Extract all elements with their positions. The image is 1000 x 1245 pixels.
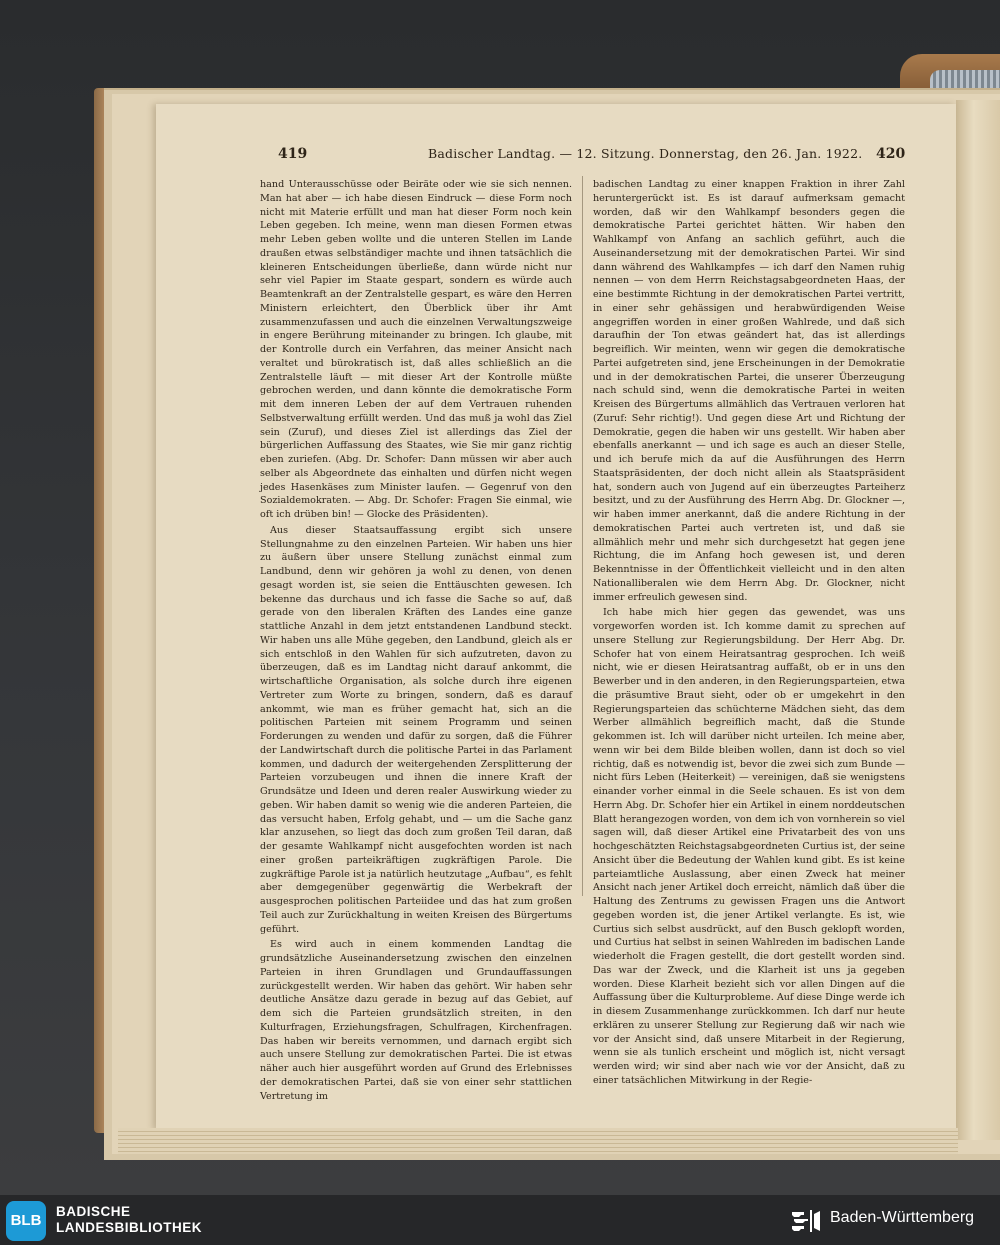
page-edges xyxy=(118,1128,958,1154)
paragraph: badischen Landtag zu einer knappen Fraktion in ihrer Zahl heruntergerückt ist. Es ist darauf aufmerksam gemacht worden, daß wir den Wahlkampf besonders gegen die demokratische Partei gerichtet hätten. Wir haben den Wahlkampf von Anfang an sachlich geführt, auch die Auseinandersetzung mit der demokratischen Partei. Wir sind dann während des Wahlkampfes — ich darf den Namen ruhig nennen — von dem Herrn Reichstagsabgeordneten Haas, der eine bestimmte Richtung in der demokratischen Partei vertritt, in einer sehr gehässigen und herabwürdigenden Weise angegriffen worden in einer großen Wahlrede, und daß sich daraufhin der Ton etwas geändert hat, das ist allerdings begreiflich. Wir meinten, wenn wir gegen die demokratische Partei aufgetreten sind, jene Erscheinungen in der Demokratie und in der demokratischen Partei, die unserer Überzeugung nach schuld sind, wenn die demokratische Partei in weiten Kreisen des Bürgertums allmählich das Vertrauen verloren hat (Zuruf: Sehr richtig!). Und gegen diese Art und Richtung der Demokratie, gegen die haben wir uns gestellt. Wir haben aber ebenfalls anerkannt — und ich sage es auch an dieser Stelle, und ich berufe mich da auf die Ausführungen des Herrn Staatspräsidenten, der doch nicht allein als Staatspräsident hat, sondern auch von Jugend auf ein überzeugtes Parteiherz besitzt, und zu der Ausführung des Herrn Abg. Dr. Glockner —, wir haben immer anerkannt, daß die andere Richtung in der demokratischen Partei auch vertreten ist, und daß sie allmählich mehr und mehr sich durchgesetzt hat gegen jene Richtung, die im Anfang hoch gewesen ist, und deren Bekenntnisse in der Öffentlichkeit vielleicht und in den alten Nationalliberalen wie dem Herrn Abg. Dr. Glockner, nicht immer erfreulich gewesen sind. xyxy=(593,179,905,603)
running-header: Badischer Landtag. — 12. Sitzung. Donnerstag, den 26. Jan. 1922. xyxy=(428,146,863,161)
paragraph: Es wird auch in einem kommenden Landtag die grundsätzliche Auseinandersetzung zwischen den einzelnen Parteien in ihren Grundlagen und Grundauffassungen zurückgestellt werden. Wir haben das gehört. Wir haben sehr deutliche Ansätze dazu gerade in bezug auf das Gebiet, auf dem sich die Parteien grundsätzlich streiten, in den Kulturfragen, Erziehungsfragen, Schulfragen, Kirchenfragen. Das haben wir bereits vernommen, und darnach ergibt sich auch unsere Stellung zur demokratischen Partei. Die ist etwas näher auch hier ausgeführt worden auf Grund des Erlebnisses der demokratischen Partei, daß sie von einer sehr stattlichen Vertretung im xyxy=(260,939,572,1102)
page-number-left: 419 xyxy=(278,146,308,162)
viewer-footer xyxy=(0,1195,1000,1245)
blb-logo[interactable]: BLB xyxy=(6,1201,46,1241)
book-binding xyxy=(956,100,1000,1140)
page-number-right: 420 xyxy=(876,146,906,162)
paragraph: Aus dieser Staatsauffassung ergibt sich unsere Stellungnahme zu den einzelnen Parteien. Wir haben uns hier zu äußern über unsere Stellung zunächst einmal zum Landbund, denn wir gehören ja wohl zu denen, von denen gesagt worden ist, sie seien die Enttäuschten gewesen. Ich bekenne das durchaus und ich fasse die Sache so auf, daß gerade von den liberalen Kräften des Landes eine ganze stattliche Anzahl in dem jetzt entstandenen Landbund steckt. Wir haben uns alle Mühe gegeben, den Landbund, gleich als er sich entschloß in den Wahlen für sich aufzutreten, davon zu überzeugen, daß es im Landtag nicht darauf ankommt, die wirtschaftliche Organisation, als solche durch ihre eigenen Vertreter zum Worte zu bringen, sondern, daß es darauf ankommt, wie man es früher gemacht hat, sich an die politischen Parteien mit seinem Programm und seinen Forderungen zu wenden und dafür zu sorgen, daß die Führer der Landwirtschaft durch die politische Partei in das Parlament kommen, und dadurch der weitergehenden Zersplitterung der Parteien vorzubeugen und ihnen die innere Kraft der Grundsätze und Ideen und deren realer Auswirkung wieder zu geben. Wir haben damit so wenig wie die anderen Parteien, die das versucht haben, Erfolg gehabt, und — um die Sache ganz klar anzusehen, so liegt das doch zum großen Teil daran, daß der gesamte Wahlkampf nicht ausgefochten worden ist nach einer großen parteikräftigen zugkräftigen Parole. Die zugkräftige Parole ist ja natürlich heutzutage „Aufbau“, es fehlt aber demgegenüber gegenwärtig die Werbekraft der ausgesprochen politischen Parteiidee und das hat zum großen Teil auch zur Zurückhaltung in weiten Kreisen des Bürgertums geführt. xyxy=(260,524,572,935)
state-name[interactable]: Baden-Württemberg xyxy=(830,1209,975,1226)
text-column-left xyxy=(260,178,572,1105)
paragraph: Ich habe mich hier gegen das gewendet, was uns vorgeworfen worden ist. Ich komme damit zu sprechen auf unsere Stellung zur Regierungsbildung. Der Herr Abg. Dr. Schofer hat von einem Heiratsantrag gesprochen. Ich weiß nicht, wie er diesen Heiratsantrag auffaßt, ob er in uns den Bewerber und in den anderen, in den Regierungsparteien, etwa die präsumtive Braut sieht, oder ob er umgekehrt in den Regierungsparteien das schüchterne Mädchen sieht, das dem Werber allmählich begreiflich macht, daß die Stunde gekommen ist. Ich will darüber nicht urteilen. Ich meine aber, wenn wir bei dem Bilde bleiben wollen, dann ist doch so viel richtig, daß es notwendig ist, bevor die zwei sich zum Bunde — nicht fürs Leben (Heiterkeit) — vereinigen, daß sie wenigstens einander vorher einmal in die Seele schauen. Es ist von dem Herrn Abg. Dr. Schofer hier ein Artikel in einem norddeutschen Blatt herangezogen worden, von dem ich von vornherein so viel sagen will, daß dieser Artikel eine Privatarbeit des von uns hochgeschätzten Reichstagsabgeordneten Curtius ist, der seine Ansicht über die Bedeutung der Wahlen kund gibt. Es ist keine parteiamtliche Auslassung, aber einen Zweck hat meiner Ansicht nach jener Artikel doch erreicht, nämlich daß über die Haltung des Zentrums zu gewissen Fragen uns die Antwort gegeben worden ist, die jener Artikel verlangte. Es ist, wie Curtius sich selbst ausdrückt, auf den Busch geklopft worden, und Curtius hat selbst in seinen Wahlreden im badischen Lande wiederholt die Fragen gestellt, die dort gestellt worden sind. Das war der Zweck, und die Klarheit ist uns ja gegeben worden. Diese Klarheit bezieht sich vor allen Dingen auf die Auffassung über die Kulturprobleme. Auf diese Dinge werde ich in diesem Zusammenhange zurückkommen. Ich darf nur heute erklären zu unserer Stellung zur Regierung daß wir nach wie vor der Ansicht sind, daß unsere Mitarbeit in der Regierung, wenn sie als tunlich erscheint und möglich ist, nicht versagt werden wird; wir sind aber nach wie vor der Ansicht, daß zu einer tatsächlichen Mitwirkung in der Regie- xyxy=(593,607,905,1086)
lions-crest-icon xyxy=(790,1208,822,1234)
library-name[interactable] xyxy=(56,1204,202,1236)
paragraph: hand Unterausschüsse oder Beiräte oder wie sie sich nennen. Man hat aber — ich habe diesen Eindruck — diese Form noch nicht mit Materie erfüllt und man hat dieser Form noch kein Leben gegeben. Ich meine, wenn man diesen Formen etwas mehr Leben geben wollte und die unteren Stellen im Lande draußen etwas selbständiger machte und ihnen tatsächlich die kleineren Entscheidungen überließe, dann würde nicht nur sehr viel Papier im Staate gespart, sondern es würde auch Beamtenkraft an der Zentralstelle gespart, es wäre den Herren Ministern erleichtert, den Überblick über ihr Amt zusammenzufassen und auch die einzelnen Verwaltungszweige in engere Berührung miteinander zu bringen. Ich glaube, mit der Kontrolle durch ein Verfahren, das meiner Ansicht nach veraltet und bürokratisch ist, daß alles schließlich an die Zentralstelle läuft — mit dieser Art der Kontrolle müßte gebrochen werden, und dann könnte die demokratische Form mit dem inneren Leben der auf dem Vertrauen ruhenden Selbstverwaltung erfüllt werden. Und das muß ja wohl das Ziel sein (Zuruf), und dieses Ziel ist allerdings das Ziel der bürgerlichen Auffassung des Staates, wie Sie mir ganz richtig eben zuriefen. (Abg. Dr. Schofer: Dann müssen wir aber auch selber als Abgeordnete das einhalten und dürfen nicht wegen jedes Hasenkäses zum Minister laufen. — Gegenruf von den Sozialdemokraten. — Abg. Dr. Schofer: Fragen Sie einmal, wie oft ich drüben bin! — Glocke des Präsidenten). xyxy=(260,179,572,520)
column-divider xyxy=(582,176,583,896)
text-column-right xyxy=(593,178,905,1090)
library-name-line1: BADISCHE xyxy=(56,1204,131,1219)
library-name-line2: LANDESBIBLIOTHEK xyxy=(56,1220,202,1235)
